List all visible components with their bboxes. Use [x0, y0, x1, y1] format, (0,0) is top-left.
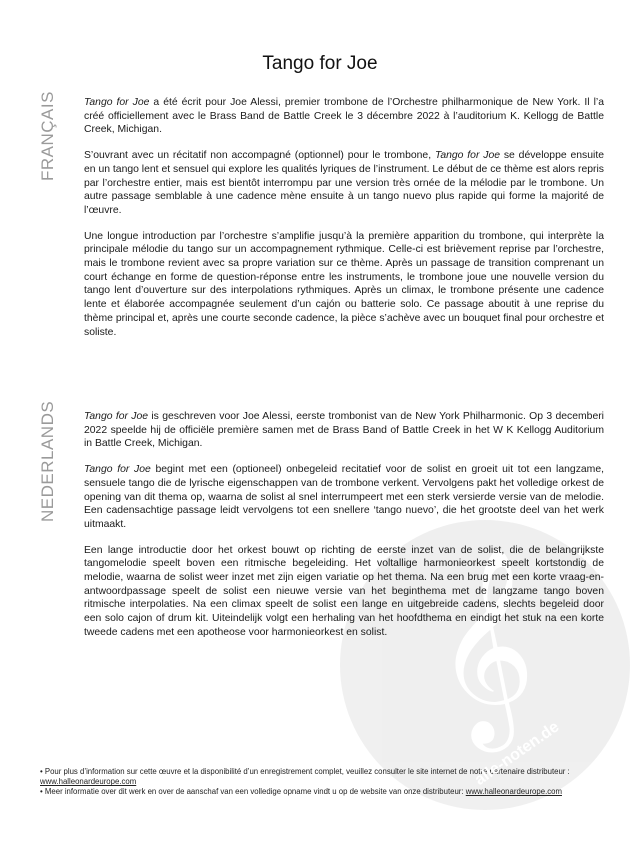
section-label-dutch: NEDERLANDS	[38, 400, 57, 522]
dutch-paragraph-1	[84, 410, 604, 451]
paragraph-text: is geschreven voor Joe Alessi, eerste trombonist van de New York Philharmonic. Op 3 decemberi 2022 speelde hij de officiële première samen met de Brass Band of Battle Creek in het W K Kellogg Auditorium in Battle Creek, Michigan.	[84, 411, 604, 450]
french-section	[84, 96, 604, 351]
paragraph-text: begint met een (optioneel) onbegeleid recitatief voor de solist en groeit uit tot een langzame, sensuele tango die de lyrische eigenschappen van de trombone verkent. Vervolgens pakt het volledige orkest de opening van dit thema op, waarna de solist al snel interrumpeert met een sterk versierde versie van de melodie. Een cadensachtige passage leidt vervolgens tot een snellere ‘tango nuevo’, die het grootste deel van het werk uitmaakt.	[84, 464, 604, 530]
footnote-dutch	[40, 787, 610, 797]
dutch-section	[84, 410, 604, 652]
french-paragraph-2	[84, 149, 604, 218]
footnote-text: • Pour plus d’information sur cette œuvre et la disponibilité d’un enregistrement complet, veuillez consulter le site internet de notre partenaire distributeur :	[40, 767, 570, 776]
paragraph-text: S’ouvrant avec un récitatif non accompagné (optionnel) pour le trombone,	[84, 150, 435, 162]
work-title: Tango for Joe	[84, 97, 150, 108]
dutch-paragraph-2	[84, 463, 604, 532]
work-title: Tango for Joe	[84, 464, 151, 476]
footnote-french	[40, 767, 610, 787]
work-title: Tango for Joe	[434, 150, 501, 162]
distributor-link[interactable]: www.halleonardeurope.com	[40, 777, 137, 787]
treble-clef-icon: 𝄞	[435, 546, 536, 744]
french-paragraph-3: Une longue introduction par l’orchestre s’amplifie jusqu’à la première apparition du trombone, qui interprète la principale mélodie du tango sur un accompagnement rythmique. Celle-ci est brièvement reprise par l’orchestre, mais le trombone revient avec sa propre variation sur ce thème. Après un passage de transition comprenant un court échange en forme de question-réponse entre les instruments, le trombone joue une nouvelle version du tango lent d’ouverture sur des interpolations rythmiques. Après un climax, le trombone présente une cadence lente et élaborée accompagnée seulement d’un cajón ou batterie solo. Ce passage aboutit à une reprise du thème principal et, après une courte seconde cadence, la pièce s’achève avec un bouquet final pour orchestre et soliste.	[84, 230, 604, 338]
section-label-french: FRANÇAIS	[38, 91, 57, 181]
work-title: Tango for Joe	[84, 411, 149, 422]
distributor-link[interactable]: www.halleonardeurope.com	[465, 787, 562, 797]
dutch-paragraph-3: Een lange introductie door het orkest bouwt op richting de eerste inzet van de solist, die de belangrijkste tangomelodie speelt boven een ritmische begeleiding. Het voltallige harmonieorkest speelt kortstondig de melodie, waarna de solist weer inzet met zijn eigen variatie op het thema. Na een brug met een korte vraag-en-antwoordpassage speelt de solist een nieuwe versie van het beginthema met de langzame tango boven ritmische interpolaties. Na een climax speelt de solist een lange en uitgebreide cadens, slechts begeleid door een solo cajon of drum kit. Uiteindelijk volgt een herhaling van het hoofdthema en eindigt het stuk na een korte tweede cadens met een apotheose voor harmonieorkest en solist.	[84, 544, 604, 638]
watermark-text: alle-noten.de	[471, 718, 563, 789]
paragraph-text: a été écrit pour Joe Alessi, premier trombone de l’Orchestre philharmonique de New York. Il l’a créé officiellement avec le Brass Band de Battle Creek le 3 décembre 2022 à l’auditorium K. Kellogg de Battle Creek, Michigan.	[84, 97, 604, 136]
paragraph-text: se développe ensuite en un tango lent et sensuel qui explore les qualités lyriques de l’instrument. Le début de ce thème est alors repris par l’orchestre entier, mais est bientôt interrompu par une version très ornée de la mélodie par le trombone. Un autre passage semblable à une cadence mène ensuite à un tango nuevo plus rapide qui forme la majorité de l’œuvre.	[84, 150, 604, 216]
footnote-text: • Meer informatie over dit werk en over de aanschaf van een volledige opname vindt u op de website van onze distributeur:	[40, 787, 466, 797]
footnotes	[40, 767, 610, 798]
french-paragraph-1	[84, 96, 604, 137]
page-title: Tango for Joe	[262, 53, 378, 74]
